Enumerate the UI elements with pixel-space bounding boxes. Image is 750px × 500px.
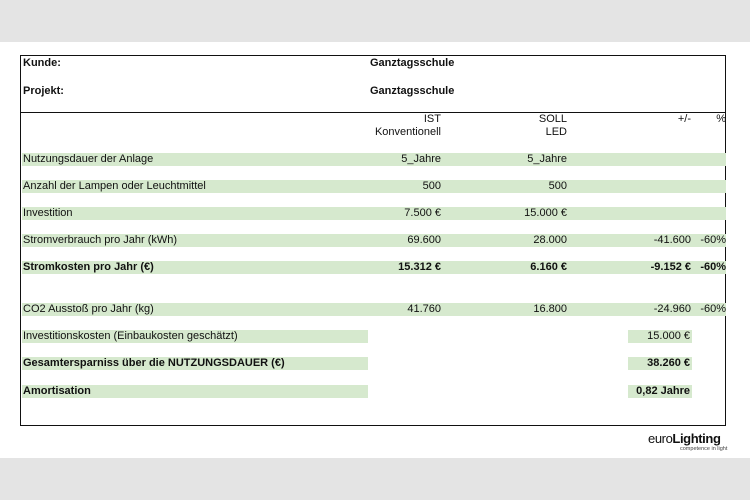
top-gray-band: [0, 0, 750, 42]
ist-header-line1: IST: [423, 113, 441, 125]
logo-part1: euro: [648, 431, 673, 446]
table-row: [22, 153, 727, 166]
diff-value: -41.600: [653, 234, 691, 246]
summary-label: Gesamtersparniss über die NUTZUNGSDAUER (€): [23, 357, 285, 369]
table-row: [22, 180, 727, 193]
soll-header-line1: SOLL: [538, 113, 567, 125]
logo-part2: Lighting: [672, 431, 721, 446]
kunde-label: Kunde:: [23, 57, 61, 69]
percent-header: %: [716, 113, 726, 125]
percent-value: -60%: [700, 303, 726, 315]
table-row: [22, 207, 727, 220]
ist-value: 41.760: [407, 303, 441, 315]
kunde-value: Ganztagsschule: [370, 57, 455, 69]
ist-value: 500: [422, 180, 441, 192]
summary-row: [22, 330, 727, 343]
eurolighting-logo: [648, 431, 720, 446]
projekt-label: Projekt:: [23, 85, 64, 97]
projekt-value: Ganztagsschule: [370, 85, 455, 97]
table-row: [22, 261, 727, 274]
summary-value: 15.000 €: [647, 330, 690, 342]
row-label: Anzahl der Lampen oder Leuchtmittel: [23, 180, 206, 192]
summary-label: Amortisation: [23, 385, 91, 397]
ist-value: 5_Jahre: [401, 153, 441, 165]
soll-value: 28.000: [533, 234, 567, 246]
row-label: Stromkosten pro Jahr (€): [23, 261, 154, 273]
table-row: [22, 234, 727, 247]
summary-label: Investitionskosten (Einbaukosten geschätzt): [23, 330, 238, 342]
bottom-gray-band: [0, 458, 750, 500]
header-divider: [20, 112, 726, 113]
diff-value: -9.152 €: [650, 261, 691, 273]
ist-value: 7.500 €: [404, 207, 441, 219]
summary-row: [22, 357, 727, 370]
row-label: Stromverbrauch pro Jahr (kWh): [23, 234, 178, 246]
soll-header-line2: LED: [545, 126, 567, 138]
diff-value: -24.960: [653, 303, 691, 315]
diff-header: +/-: [677, 113, 691, 125]
percent-value: -60%: [700, 234, 726, 246]
row-label: Investition: [23, 207, 73, 219]
soll-value: 5_Jahre: [527, 153, 567, 165]
ist-value: 15.312 €: [398, 261, 441, 273]
summary-value: 0,82 Jahre: [636, 385, 690, 397]
percent-value: -60%: [700, 261, 726, 273]
soll-value: 16.800: [533, 303, 567, 315]
table-row: [22, 303, 727, 316]
ist-value: 69.600: [407, 234, 441, 246]
row-label: Nutzungsdauer der Anlage: [23, 153, 154, 165]
soll-value: 6.160 €: [530, 261, 567, 273]
summary-row: [22, 385, 727, 398]
summary-value: 38.260 €: [647, 357, 690, 369]
soll-value: 15.000 €: [524, 207, 567, 219]
row-label: CO2 Ausstoß pro Jahr (kg): [23, 303, 154, 315]
soll-value: 500: [548, 180, 567, 192]
ist-header-line2: Konventionell: [374, 126, 441, 138]
logo-tagline: competence in light: [680, 446, 728, 452]
